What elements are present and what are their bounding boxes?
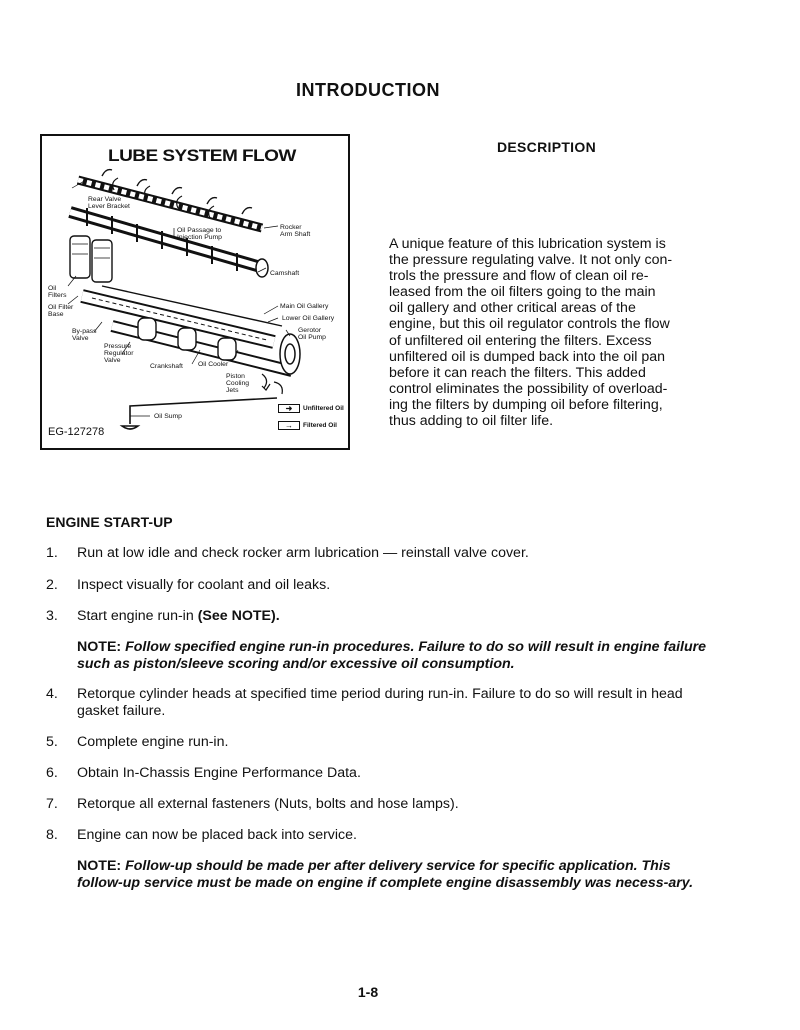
step-text: Retorque cylinder heads at specified time period during run-in. Failure to do so will result in head gasket failure. [77,686,683,719]
label-camshaft: Camshaft [270,270,300,277]
label-regulator-valve: Valve [104,357,121,364]
note-text: Follow-up should be made per after delivery service for specific application. This follow-up service must be made on engine if complete engine disassembly was necess-ary. [77,858,694,891]
label-oil-filter: Oil Filter [48,304,74,311]
description-line: engine, but this oil regulator controls the flow [389,316,670,333]
step-text-wrap [77,608,717,625]
label-piston: Piston [226,373,245,380]
label-base: Base [48,311,64,318]
label-oil-pump: Oil Pump [298,334,326,341]
label-injection-pump: Injection Pump [177,234,222,241]
label-rear-valve: Rear Valve [88,196,122,203]
note-text: Follow specified engine run-in procedures. Failure to do so will result in engine failure such as piston/sleeve scoring and/or excessive oil consumption. [77,639,707,672]
step-text: Complete engine run-in. [77,734,229,750]
step-number: 2. [46,577,58,593]
lube-system-figure [40,134,350,450]
label-lower-oil-gallery: Lower Oil Gallery [282,315,335,322]
label-oil-cooler: Oil Cooler [198,361,229,368]
step-number: 7. [46,796,58,812]
step-number: 6. [46,765,58,781]
figure-code: EG-127278 [48,426,105,438]
step-text: Obtain In-Chassis Engine Performance Data. [77,765,361,781]
step-number: 4. [46,686,58,702]
description-line: thus adding to oil filter life. [389,413,554,430]
description-line: ing the filters by dumping oil before filtering, [389,396,663,413]
description-heading: DESCRIPTION [497,139,596,155]
label-oil: Oil [48,285,57,292]
description-line: A unique feature of this lubrication system is [389,236,666,252]
filtered-arrow-icon: → [278,421,300,430]
step-number: 5. [46,734,58,750]
step-text: Inspect visually for coolant and oil leaks. [77,577,331,593]
step-text: Run at low idle and check rocker arm lubrication — reinstall valve cover. [77,545,529,561]
label-filters: Filters [48,292,67,299]
label-cooling: Cooling [226,380,250,387]
label-regulator: Regulator [104,350,134,357]
oil-sump [122,398,277,429]
label-bypass: By-pass [72,328,97,335]
note-lead: NOTE: [77,639,122,655]
page-number: 1-8 [357,984,379,1000]
step-number: 1. [46,545,58,561]
legend-unfiltered-label: Unfiltered Oil [303,405,344,412]
description-line: before it can reach the filters. This added [389,364,646,381]
legend-unfiltered [278,404,344,413]
step-text: Engine can now be placed back into service. [77,827,357,843]
oil-filters [70,236,112,282]
step-text: Start engine run-in [77,608,194,624]
note-lead: NOTE: [77,858,122,874]
description-line: leased from the oil filters going to the main [389,284,656,301]
step-number: 8. [46,827,58,843]
description-line: of unfiltered oil entering the filters. Excess [389,332,652,349]
description-line: trols the pressure and flow of clean oil re- [389,268,649,285]
description-line: unfiltered oil is dumped back into the oil pan [389,348,666,365]
note-follow-up [77,858,717,892]
label-crankshaft: Crankshaft [150,363,183,370]
label-jets: Jets [226,387,239,394]
page-title: INTRODUCTION [296,80,440,100]
lube-system-diagram [42,136,348,448]
figure-title: LUBE SYSTEM FLOW [108,146,296,165]
step-text: Retorque all external fasteners (Nuts, bolts and hose lamps). [77,796,459,812]
label-gerotor: Gerotor [298,327,322,334]
label-lever-bracket: Lever Bracket [88,203,130,210]
step-note-ref: (See NOTE). [197,608,280,624]
label-oil-sump: Oil Sump [154,413,182,420]
startup-heading: ENGINE START-UP [46,514,173,530]
description-line: oil gallery and other critical areas of the [389,300,636,317]
label-bypass-valve: Valve [72,335,89,342]
label-arm-shaft: Arm Shaft [280,231,311,238]
description-line: the pressure regulating valve. It not only con- [389,252,673,269]
label-rocker: Rocker [280,224,302,231]
note-run-in [77,639,717,673]
gerotor-oil-pump [280,334,300,374]
legend-filtered-label: Filtered Oil [303,422,337,429]
step-number: 3. [46,608,58,624]
label-oil-passage: Oil Passage to [177,227,222,234]
label-pressure: Pressure [104,343,132,350]
label-main-oil-gallery: Main Oil Gallery [280,303,329,310]
description-text [389,236,701,429]
description-line: control eliminates the possibility of overload- [389,380,668,397]
legend-filtered [278,421,337,430]
unfiltered-arrow-icon: ➜ [278,404,300,413]
